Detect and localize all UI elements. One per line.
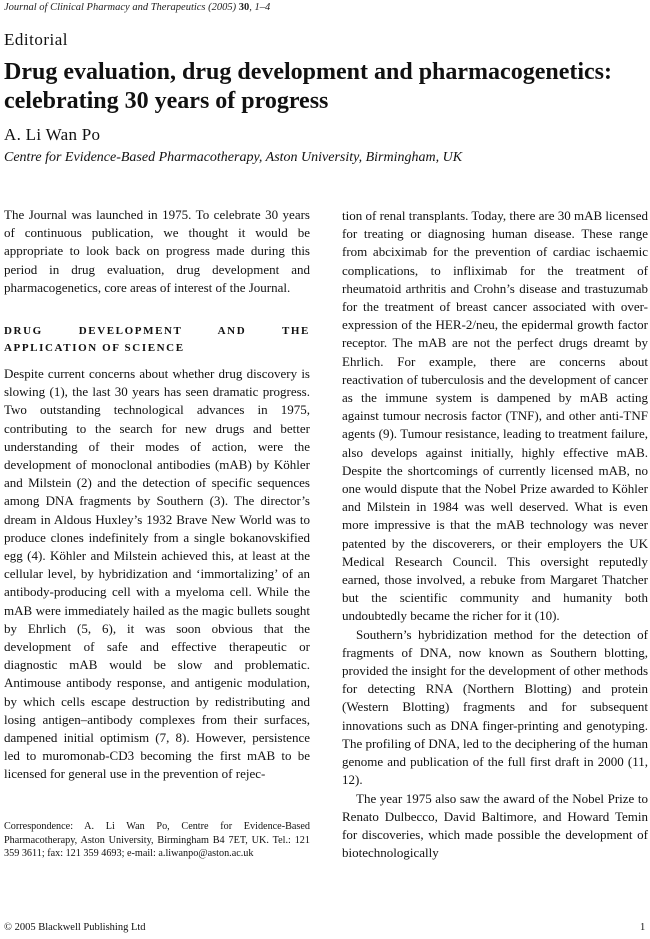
journal-name: Journal of Clinical Pharmacy and Therapeutics	[4, 2, 206, 13]
body-paragraph-continued: tion of renal transplants. Today, there are 30 mAB licensed for treating or diagnosing human disease. These range from abciximab for the prevention of cardiac ischaemic complications, to infliximab for the treatment of rheumatoid arthritis and Crohn’s disease and trastuzumab for the treatment of breast cancer associated with over-expression of the HER-2/neu, the epidermal growth factor receptor. The mAB are not the perfect drugs dreamt by Ehrlich. For example, there are concerns about reactivation of tuberculosis and the development of cancer as the immune system is dampened by mAB acting against tumour necrosis factor (TNF), and other anti-TNF agents (9). Tumour resistance, leading to treatment failure, also develops against initially, highly effective mAB. Despite the shortcomings of currently licensed mAB, no one would dispute that the Nobel Prize awarded to Köhler and Milstein in 1984 was well deserved. What is even more impressive is that the mAB technology was never patented by the discoverers, or their employers the UK Medical Research Council. This oversight reputedly earned, those involved, a rebuke from Margaret Thatcher but the scientific community and humanity both undoubtedly became the richer for it (10).	[342, 208, 648, 624]
correspondence-note: Correspondence: A. Li Wan Po, Centre for Evidence-Based Pharmacotherapy, Aston University, Birmingham B4 7ET, UK. Tel.: 121 359 3611; fax: 121 359 4693; e-mail: a.liwanpo@aston.ac.uk	[4, 821, 310, 860]
journal-pages: , 1–4	[249, 2, 271, 13]
author-affiliation: Centre for Evidence-Based Pharmacotherapy, Aston University, Birmingham, UK	[4, 150, 463, 165]
intro-paragraph: The Journal was launched in 1975. To celebrate 30 years of continuous publication, we thought it would be appropriate to look back on progress made during this period in drug evaluation, drug development and pharmacogenetics, core areas of interest of the Journal.	[4, 207, 310, 295]
body-paragraph-southern: Southern’s hybridization method for the detection of fragments of DNA, now known as Southern blotting, provided the insight for the development of other methods for detecting RNA (Northern Blotting) and protein (Western Blotting) fragments and for subsequent innovations such as DNA finger-printing and genotyping. The profiling of DNA, led to the deciphering of the human genome and publication of the full first draft in 2000 (11, 12).	[342, 626, 648, 788]
section-label: Editorial	[4, 30, 68, 49]
author-name: A. Li Wan Po	[4, 125, 101, 144]
section-heading: DRUG DEVELOPMENT AND THE APPLICATION OF SCIENCE	[4, 325, 310, 355]
body-paragraph: Despite current concerns about whether drug discovery is slowing (1), the last 30 years has seen dramatic progress. Two outstanding technological advances in 1975, contributing to the search for new drugs and better understanding of their modes of action, were the development of monoclonal antibodies (mAB) by Köhler and Milstein (2) and the detection of specific sequences among DNA fragments by Southern (3). The director’s dream in Aldous Huxley’s 1932 Brave New World was to produce clones indefinitely from a single bokanovskified egg (4). Köhler and Milstein achieved this, at least at the cellular level, by hybridization and ‘immortalizing’ of an antibody-producing cell with a myeloma cell. While the mAB were immediately hailed as the magic bullets sought by Ehrlich (5, 6), it was soon obvious that the development of safe and effective therapeutic or diagnostic mAB would be slow and problematic. Antimouse antibody response, and antigenic modulation, by which cells escape destruction by redistributing and losing antigen–antibody complexes from their surfaces, dampened initial optimism (7, 8). However, persistence led to muromonab-CD3 becoming the first mAB to be licensed for general use in the prevention of rejec-	[4, 366, 310, 782]
journal-citation	[4, 2, 270, 13]
right-column	[342, 207, 648, 862]
copyright-notice: © 2005 Blackwell Publishing Ltd	[4, 922, 146, 933]
page-number: 1	[640, 922, 646, 933]
journal-year: (2005)	[208, 2, 237, 13]
left-column	[4, 206, 310, 784]
article-title: Drug evaluation, drug development and pharmacogenetics: celebrating 30 years of progress	[4, 59, 612, 114]
body-paragraph-nobel: The year 1975 also saw the award of the Nobel Prize to Renato Dulbecco, David Baltimore, and Howard Temin for discoveries, which made possible the development of biotechnologically	[342, 790, 648, 861]
journal-volume: 30	[238, 2, 250, 13]
